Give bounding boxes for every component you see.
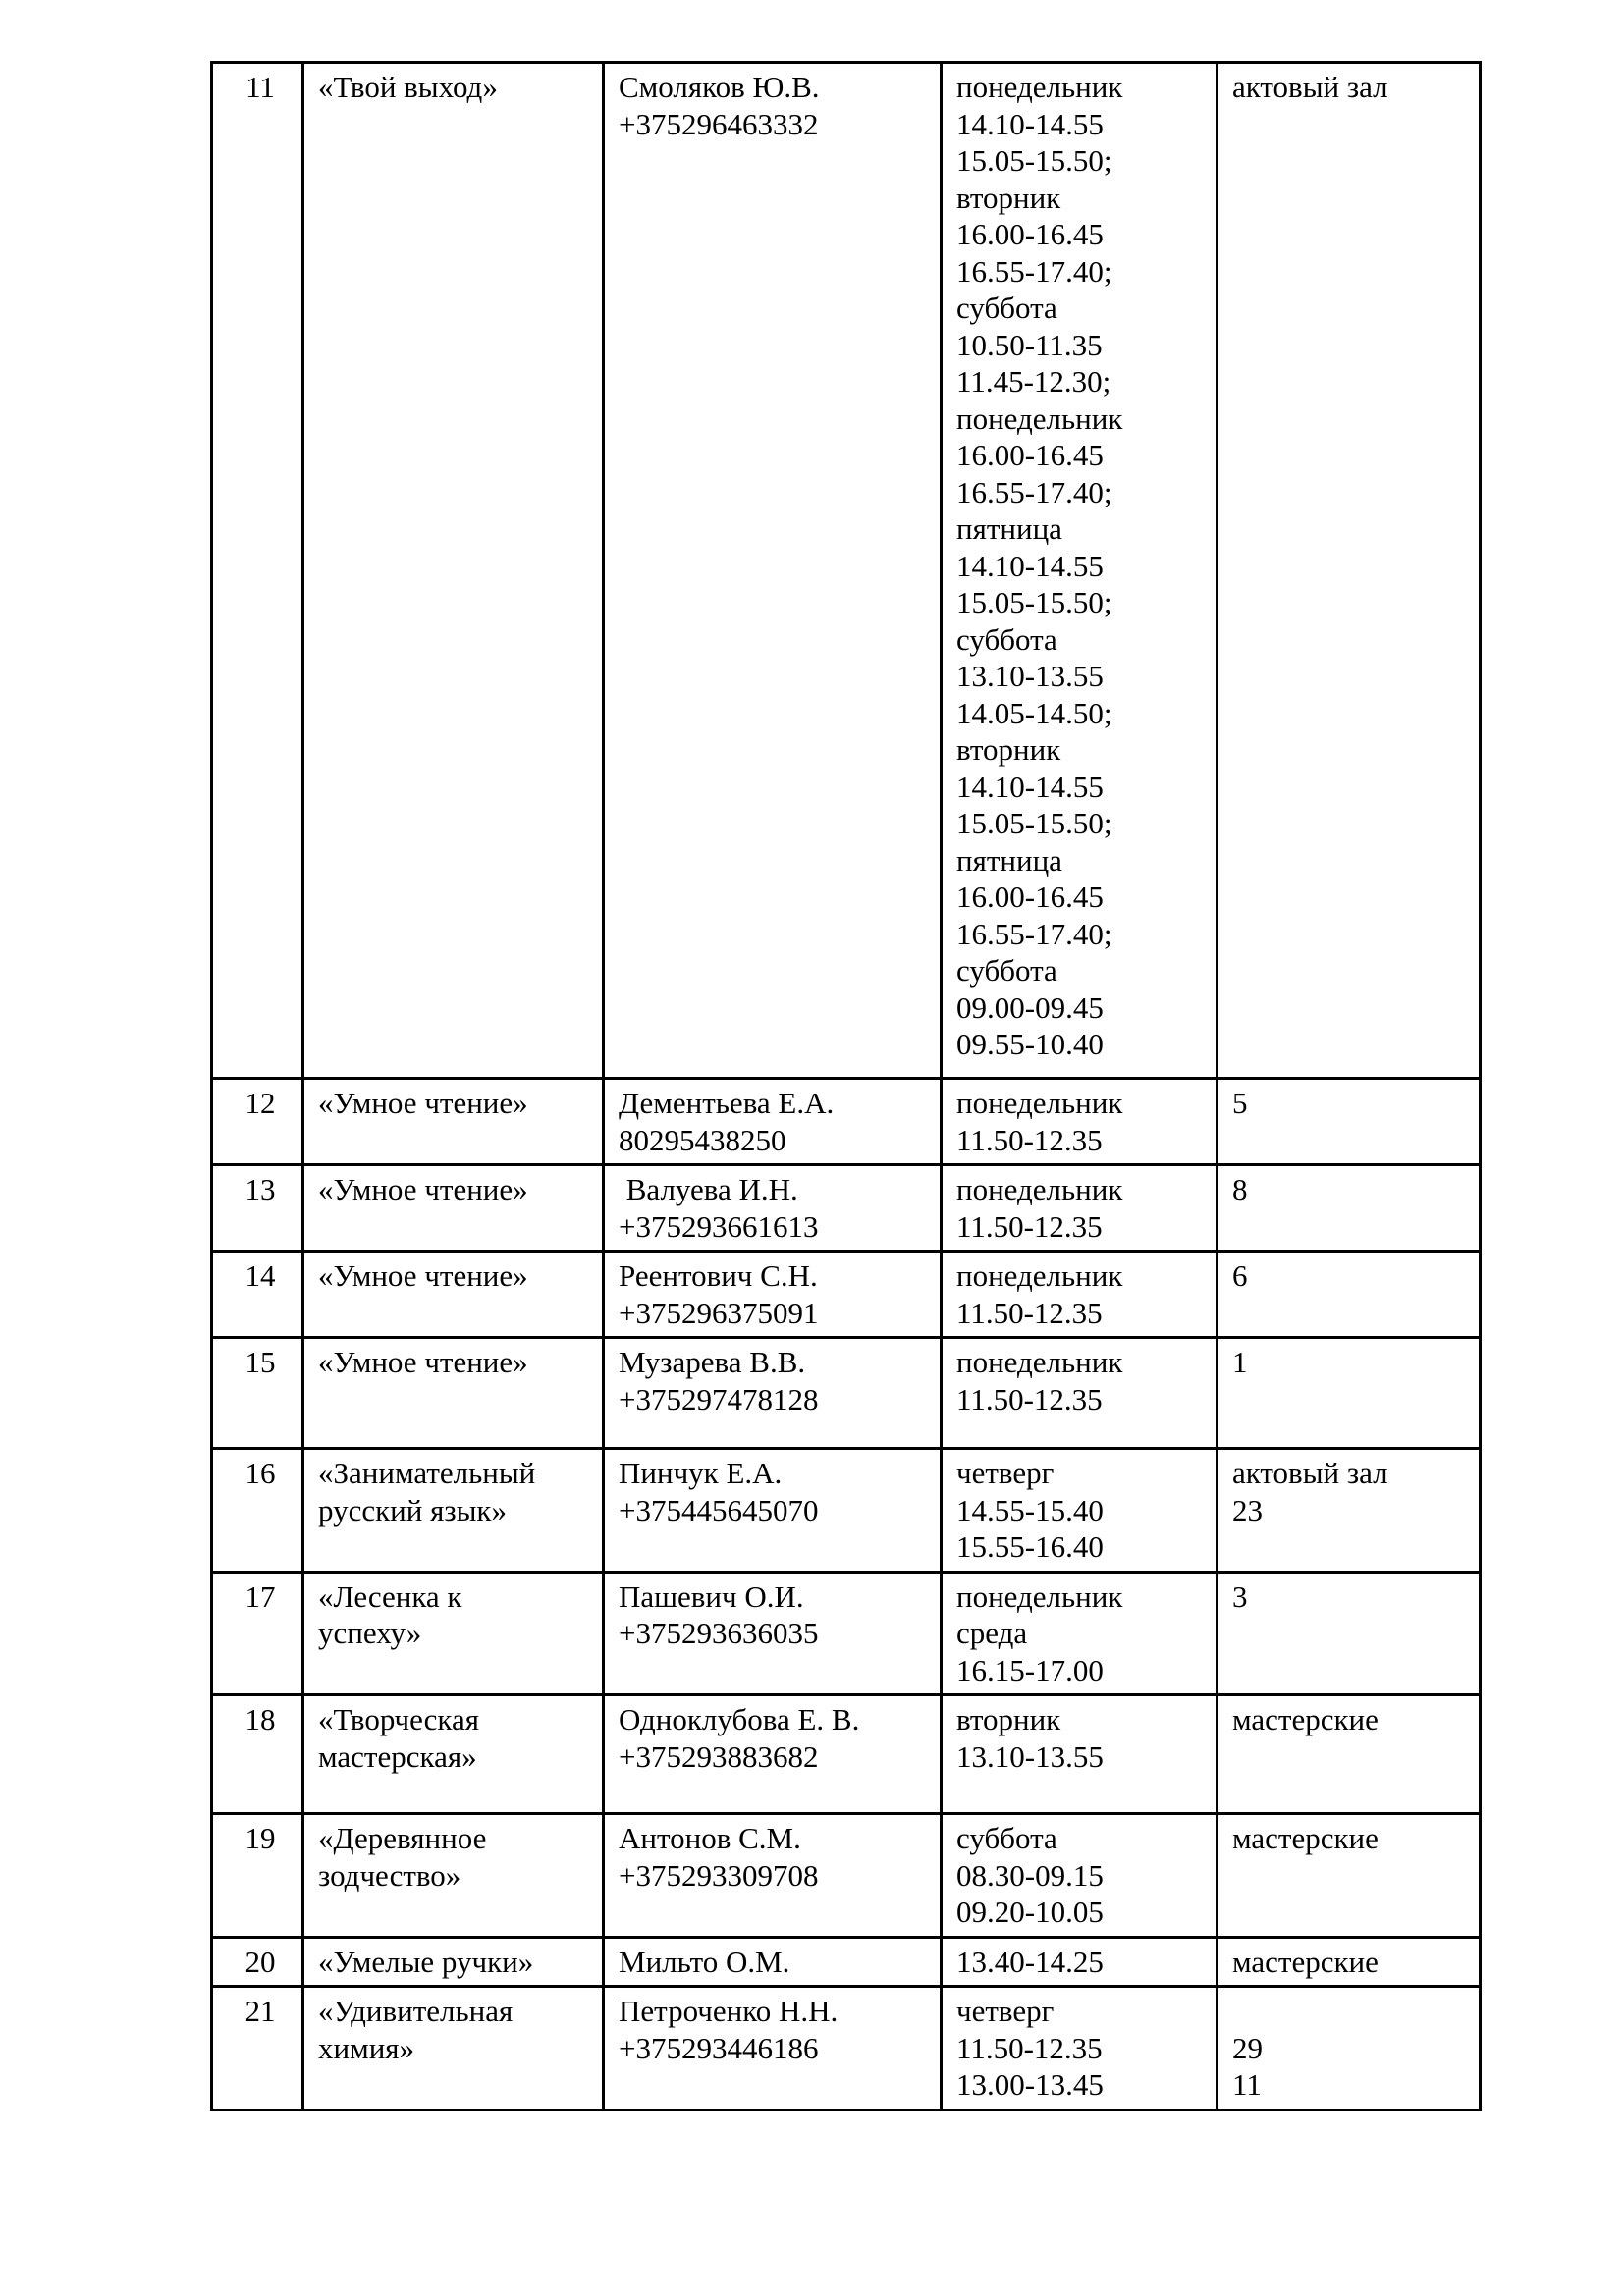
schedule-line: вторник [956, 732, 1061, 767]
room-cell [1218, 1079, 1481, 1165]
schedule-line: 16.00-16.45 [956, 438, 1104, 472]
teacher-phone: +375293883682 [619, 1738, 819, 1774]
row-number-cell: 11 [212, 63, 303, 1079]
room-cell [1218, 63, 1481, 1079]
teacher-phone-cell [604, 1987, 942, 2110]
table-row [212, 1572, 1481, 1695]
teacher-name: Пашевич О.И. [619, 1578, 804, 1614]
room-line: мастерские [1232, 1702, 1379, 1736]
schedule-line: 14.10-14.55 [956, 769, 1104, 804]
schedule-cell [942, 1814, 1218, 1938]
table-row [212, 1252, 1481, 1338]
club-name-cell [303, 1165, 604, 1252]
schedule-line: четверг [956, 1456, 1055, 1490]
club-name-cell [303, 1814, 604, 1938]
club-name-line: «Творческая [318, 1702, 480, 1736]
schedule-cell [942, 63, 1218, 1079]
room-cell [1218, 1338, 1481, 1449]
teacher-name: Дементьева Е.А. [619, 1086, 835, 1120]
schedule-line: 14.10-14.55 [956, 548, 1104, 583]
teacher-phone: 80295438250 [619, 1122, 786, 1157]
schedule-line: 16.00-16.45 [956, 880, 1104, 914]
club-name-line: «Занимательный [318, 1456, 536, 1490]
schedule-line: суббота [956, 621, 1057, 657]
table-row [212, 1165, 1481, 1252]
club-name-cell [303, 63, 604, 1079]
room-cell [1218, 1695, 1481, 1814]
room-line: мастерские [1232, 1944, 1379, 1979]
schedule-line: 14.10-14.55 [956, 106, 1104, 141]
club-name-cell [303, 1252, 604, 1338]
club-name-line: химия» [318, 2030, 415, 2065]
teacher-phone: +375296463332 [619, 106, 819, 141]
schedule-line: 11.50-12.35 [956, 1208, 1103, 1244]
schedule-line: 16.55-17.40; [956, 916, 1112, 951]
row-number-cell: 21 [212, 1987, 303, 2110]
row-number-cell: 15 [212, 1338, 303, 1449]
teacher-phone: +375445645070 [619, 1492, 819, 1527]
room-line: 5 [1232, 1086, 1248, 1120]
table-row [212, 1079, 1481, 1165]
schedule-line: 08.30-09.15 [956, 1857, 1104, 1893]
schedule-line: 13.10-13.55 [956, 1738, 1104, 1774]
club-name-line: «Умное чтение» [318, 1345, 528, 1379]
schedule-line: вторник [956, 180, 1061, 215]
room-line: 29 [1232, 2030, 1263, 2065]
club-name-cell [303, 1449, 604, 1573]
table-row [212, 63, 1481, 1079]
schedule-line: 11.45-12.30; [956, 364, 1111, 399]
table-row [212, 1937, 1481, 1987]
room-line: 23 [1232, 1492, 1263, 1527]
room-line: 6 [1232, 1258, 1248, 1293]
schedule-line: понедельник [956, 1258, 1123, 1293]
club-name-line: мастерская» [318, 1738, 477, 1774]
schedule-line: пятница [956, 511, 1062, 546]
room-cell [1218, 1165, 1481, 1252]
teacher-name: Мильто О.М. [619, 1944, 790, 1979]
schedule-line: 11.50-12.35 [956, 1122, 1103, 1157]
club-name-cell [303, 1987, 604, 2110]
teacher-phone-cell [604, 1937, 942, 1987]
row-number-cell: 20 [212, 1937, 303, 1987]
teacher-name: Музарева В.В. [619, 1345, 806, 1379]
table-row [212, 1695, 1481, 1814]
row-number-cell: 18 [212, 1695, 303, 1814]
schedule-line: понедельник [956, 70, 1123, 104]
club-name-line: «Умное чтение» [318, 1258, 528, 1293]
teacher-name: Реентович С.Н. [619, 1258, 818, 1293]
schedule-line: 15.55-16.40 [956, 1529, 1104, 1564]
schedule-line: 11.50-12.35 [956, 1295, 1103, 1330]
club-name-line: успеху» [318, 1616, 422, 1650]
schedule-line: пятница [956, 842, 1062, 878]
room-cell [1218, 1814, 1481, 1938]
schedule-line: 11.50-12.35 [956, 1381, 1103, 1416]
room-line: 11 [1232, 2067, 1262, 2102]
schedule-cell [942, 1165, 1218, 1252]
room-line: 1 [1232, 1345, 1248, 1379]
teacher-name: Одноклубова Е. В. [619, 1702, 860, 1736]
club-name-line: «Умное чтение» [318, 1172, 528, 1206]
teacher-phone: +375293446186 [619, 2030, 819, 2065]
club-name-line: «Умелые ручки» [318, 1944, 534, 1979]
teacher-phone-cell [604, 1572, 942, 1695]
schedule-line: 13.00-13.45 [956, 2067, 1104, 2102]
schedule-cell [942, 1572, 1218, 1695]
club-name-line: зодчество» [318, 1857, 461, 1893]
club-name-line: «Твой выход» [318, 70, 498, 104]
teacher-phone: +375293309708 [619, 1857, 819, 1893]
schedule-line: 16.15-17.00 [956, 1652, 1104, 1687]
teacher-phone-cell [604, 63, 942, 1079]
schedule-line: 13.40-14.25 [956, 1944, 1104, 1979]
schedule-line: вторник [956, 1702, 1061, 1736]
club-name-cell [303, 1338, 604, 1449]
teacher-phone: +375296375091 [619, 1295, 819, 1330]
schedule-line: суббота [956, 1821, 1057, 1855]
schedule-cell [942, 1937, 1218, 1987]
teacher-name: Смоляков Ю.В. [619, 70, 820, 104]
club-name-cell [303, 1937, 604, 1987]
club-name-line: русский язык» [318, 1492, 507, 1527]
table-row [212, 1338, 1481, 1449]
club-name-line: «Удивительная [318, 1994, 514, 2028]
schedule-cell [942, 1338, 1218, 1449]
teacher-phone-cell [604, 1449, 942, 1573]
schedule-cell [942, 1079, 1218, 1165]
schedule-line: 14.05-14.50; [956, 695, 1112, 730]
schedule-line: понедельник [956, 1578, 1123, 1614]
teacher-name: Валуева И.Н. [619, 1172, 798, 1206]
schedule-cell [942, 1449, 1218, 1573]
schedule-line: 16.00-16.45 [956, 217, 1104, 251]
schedule-line: 09.20-10.05 [956, 1895, 1104, 1929]
schedule-line: 09.55-10.40 [956, 1027, 1104, 1061]
club-name-line: «Лесенка к [318, 1578, 462, 1614]
row-number-cell: 13 [212, 1165, 303, 1252]
teacher-phone-cell [604, 1165, 942, 1252]
schedule-line: 16.55-17.40; [956, 474, 1112, 509]
schedule-line: суббота [956, 291, 1057, 325]
teacher-phone: +375293636035 [619, 1616, 819, 1650]
room-line: мастерские [1232, 1821, 1379, 1855]
teacher-name: Петроченко Н.Н. [619, 1994, 839, 2028]
room-line: 3 [1232, 1578, 1248, 1614]
schedule-line: понедельник [956, 1172, 1123, 1206]
schedule-line: 13.10-13.55 [956, 659, 1104, 693]
teacher-phone-cell [604, 1695, 942, 1814]
room-cell [1218, 1252, 1481, 1338]
room-line [1232, 1993, 1471, 2030]
teacher-name: Антонов С.М. [619, 1821, 801, 1855]
schedule-line: 11.50-12.35 [956, 2030, 1103, 2065]
club-name-cell [303, 1079, 604, 1165]
club-name-cell [303, 1695, 604, 1814]
room-cell [1218, 1449, 1481, 1573]
row-number-cell: 12 [212, 1079, 303, 1165]
schedule-line: 16.55-17.40; [956, 253, 1112, 289]
schedule-line: 15.05-15.50; [956, 806, 1112, 840]
schedule-line: 09.00-09.45 [956, 989, 1104, 1025]
teacher-phone-cell [604, 1079, 942, 1165]
teacher-phone-cell [604, 1814, 942, 1938]
schedule-table [210, 61, 1482, 2111]
teacher-phone-cell [604, 1338, 942, 1449]
schedule-cell [942, 1695, 1218, 1814]
schedule-line: 15.05-15.50; [956, 143, 1112, 178]
club-name-line: «Умное чтение» [318, 1086, 528, 1120]
room-line: 8 [1232, 1172, 1248, 1206]
club-name-cell [303, 1572, 604, 1695]
club-name-line: «Деревянное [318, 1821, 487, 1855]
schedule-line: понедельник [956, 1345, 1123, 1379]
row-number-cell: 19 [212, 1814, 303, 1938]
row-number-cell: 14 [212, 1252, 303, 1338]
teacher-phone: +375293661613 [619, 1208, 819, 1244]
schedule-line: понедельник [956, 400, 1123, 436]
room-cell [1218, 1937, 1481, 1987]
room-line: актовый зал [1232, 70, 1388, 104]
teacher-phone-cell [604, 1252, 942, 1338]
table-row [212, 1987, 1481, 2110]
table-row [212, 1814, 1481, 1938]
schedule-cell [942, 1252, 1218, 1338]
room-cell [1218, 1572, 1481, 1695]
schedule-cell [942, 1987, 1218, 2110]
schedule-line: среда [956, 1616, 1028, 1650]
schedule-line: 14.55-15.40 [956, 1492, 1104, 1527]
schedule-line: суббота [956, 953, 1057, 988]
room-cell [1218, 1987, 1481, 2110]
row-number-cell: 17 [212, 1572, 303, 1695]
room-line: актовый зал [1232, 1456, 1388, 1490]
schedule-line: четверг [956, 1994, 1055, 2028]
teacher-name: Пинчук Е.А. [619, 1456, 783, 1490]
table-row [212, 1449, 1481, 1573]
teacher-phone: +375297478128 [619, 1381, 819, 1416]
row-number-cell: 16 [212, 1449, 303, 1573]
schedule-line: понедельник [956, 1086, 1123, 1120]
schedule-line: 10.50-11.35 [956, 327, 1103, 362]
schedule-line: 15.05-15.50; [956, 585, 1112, 619]
